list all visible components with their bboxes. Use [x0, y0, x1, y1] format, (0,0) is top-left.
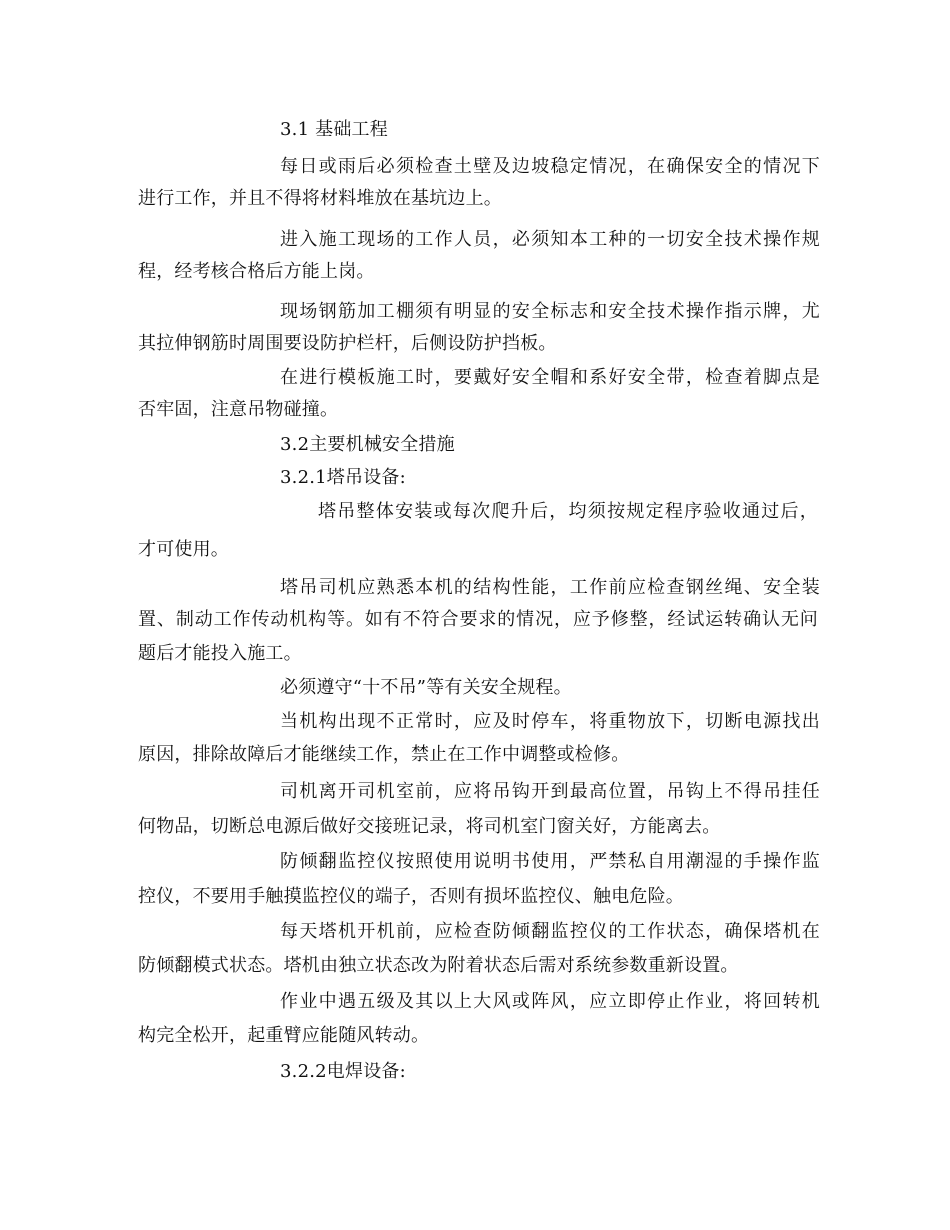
paragraph-line: 才可使用。	[138, 539, 229, 560]
paragraph-line: 每天塔机开机前，应检查防倾翻监控仪的工作状态，确保塔机在	[280, 921, 820, 942]
section-heading-3-1: 3.1 基础工程	[280, 119, 388, 140]
paragraph-line: 进入施工现场的工作人员，必须知本工种的一切安全技术操作规	[280, 229, 820, 250]
paragraph-line: 原因，排除故障后才能继续工作，禁止在工作中调整或检修。	[138, 744, 630, 765]
paragraph-line: 构完全松开，起重臂应能随风转动。	[138, 1025, 430, 1046]
paragraph-line: 现场钢筋加工棚须有明显的安全标志和安全技术操作指示牌，尤	[280, 301, 820, 322]
paragraph-line: 否牢固，注意吊物碰撞。	[138, 399, 339, 420]
paragraph-line: 每日或雨后必须检查土壁及边坡稳定情况，在确保安全的情况下	[280, 156, 820, 177]
paragraph-line: 题后才能投入施工。	[138, 643, 302, 664]
paragraph-line: 程，经考核合格后方能上岗。	[138, 261, 375, 282]
paragraph-line: 其拉伸钢筋时周围要设防护栏杆，后侧设防护挡板。	[138, 333, 557, 354]
paragraph-line: 必须遵守“十不吊”等有关安全规程。	[280, 677, 572, 698]
paragraph-line: 塔吊司机应熟悉本机的结构性能，工作前应检查钢丝绳、安全装	[280, 577, 820, 598]
paragraph-line: 当机构出现不正常时，应及时停车，将重物放下，切断电源找出	[280, 711, 820, 732]
paragraph-line: 防倾翻模式状态。塔机由独立状态改为附着状态后需对系统参数重新设置。	[138, 955, 739, 976]
subsection-heading-3-2-1: 3.2.1塔吊设备:	[280, 467, 406, 488]
paragraph-line: 控仪，不要用手触摸监控仪的端子，否则有损坏监控仪、触电危险。	[138, 886, 684, 907]
paragraph-line: 进行工作，并且不得将材料堆放在基坑边上。	[138, 188, 502, 209]
section-heading-3-2: 3.2主要机械安全措施	[280, 434, 455, 455]
paragraph-line: 置、制动工作传动机构等。如有不符合要求的情况，应予修整，经试运转确认无问	[138, 609, 818, 630]
paragraph-line: 防倾翻监控仪按照使用说明书使用，严禁私自用潮湿的手操作监	[280, 851, 820, 872]
paragraph-line: 在进行模板施工时，要戴好安全帽和系好安全带，检查着脚点是	[280, 367, 820, 388]
paragraph-line: 何物品，切断总电源后做好交接班记录，将司机室门窗关好，方能离去。	[138, 816, 721, 837]
subsection-heading-3-2-2: 3.2.2电焊设备:	[280, 1061, 406, 1082]
paragraph-line: 司机离开司机室前，应将吊钩开到最高位置，吊钩上不得吊挂任	[280, 781, 820, 802]
paragraph-line: 作业中遇五级及其以上大风或阵风，应立即停止作业，将回转机	[280, 991, 820, 1012]
paragraph-line: 塔吊整体安装或每次爬升后，均须按规定程序验收通过后，	[318, 501, 818, 522]
